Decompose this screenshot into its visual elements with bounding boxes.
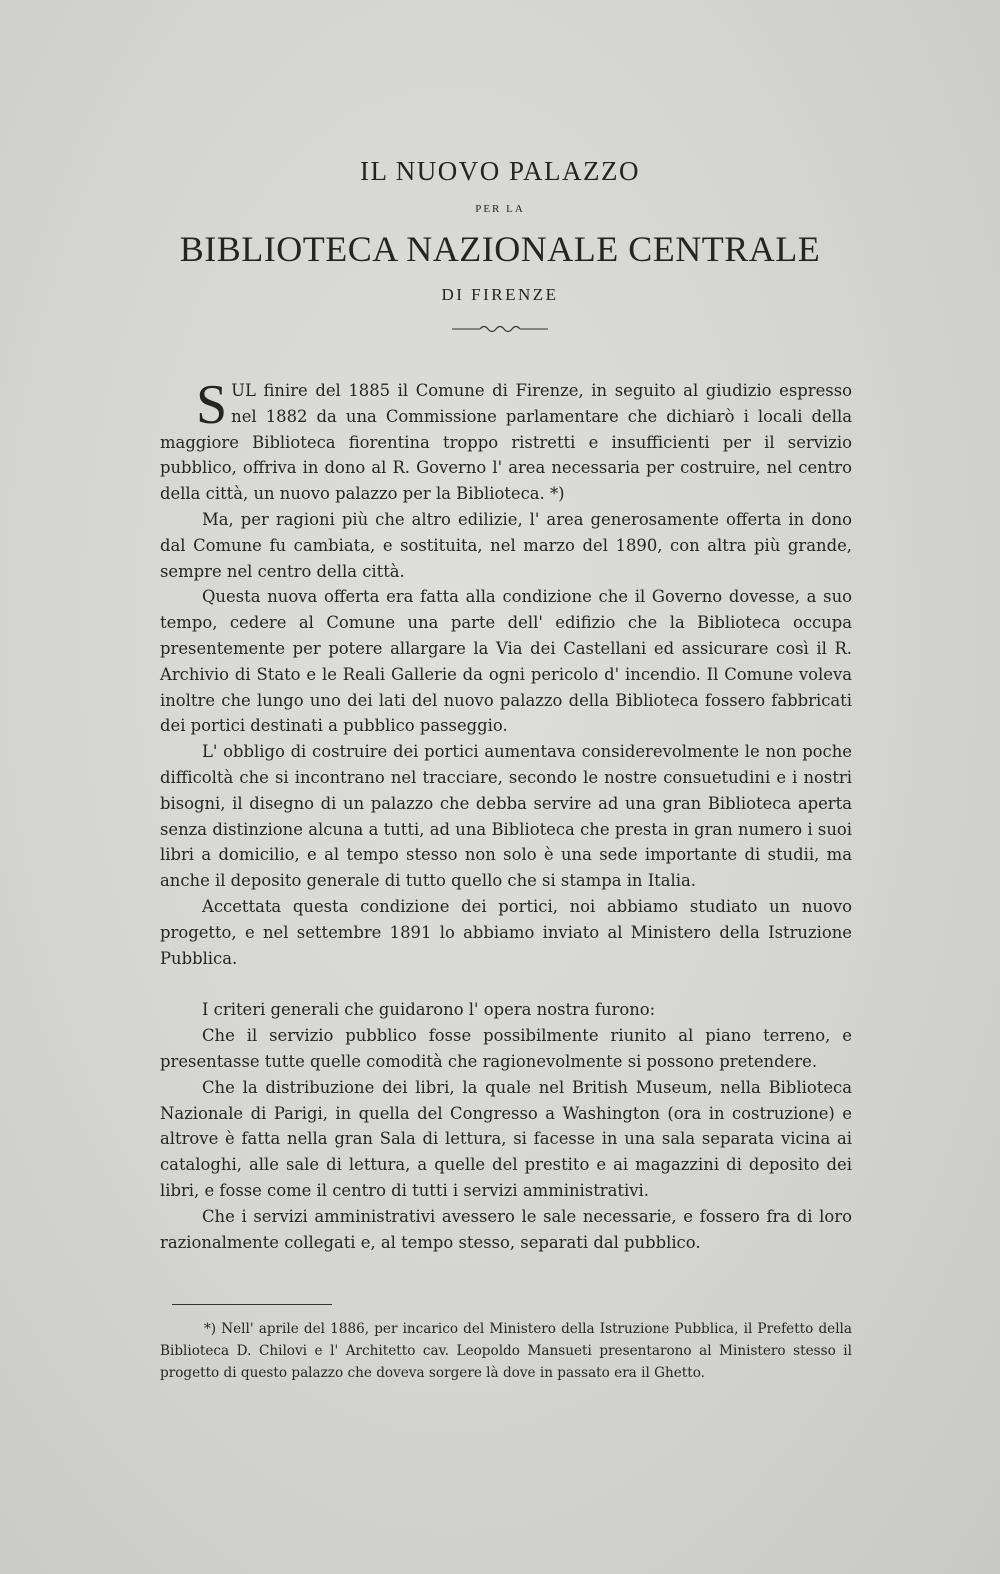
paragraph-4: L' obbligo di costruire dei portici aumentava considerevolmente le non poche difficoltà che si incontrano nel tracciare, secondo le nostre consuetudini e i nostri bisogni, il disegno di un palazzo che debba servire ad una gran Biblioteca aperta senza distinzione alcuna a tutti, ad una Biblioteca che presta in gran numero i suoi libri a domicilio, e al tempo stesso non solo è una sede importante di studii, ma anche il deposito generale di tutto quello che si stampa in Italia.	[160, 742, 852, 891]
title-line-2: PER LA	[475, 203, 525, 215]
paragraph-7: Che il servizio pubblico fosse possibilmente riunito al piano terreno, e presentasse tutte quelle comodità che ragionevolmente si possono pretendere.	[160, 1026, 852, 1071]
ornament-divider	[450, 322, 550, 336]
footnote	[160, 1318, 852, 1384]
first-word-rest: UL	[231, 381, 256, 400]
footnote-rule	[172, 1304, 332, 1305]
title-main: BIBLIOTECA NAZIONALE CENTRALE	[179, 229, 821, 269]
paragraph-2: Ma, per ragioni più che altro edilizie, l' area generosamente offerta in dono dal Comune fu cambiata, e sostituita, nel marzo del 1890, con altra più grande, sempre nel centro della città.	[160, 509, 852, 581]
paragraph-3: Questa nuova offerta era fatta alla condizione che il Governo dovesse, a suo tempo, cedere al Comune una parte dell' edifizio che la Biblioteca occupa presentemente per potere allargare la Via dei Castellani ed assicurare così il R. Archivio di Stato e le Reali Gallerie da ogni pericolo d' incendio. Il Comune voleva inoltre che lungo uno dei lati del nuovo palazzo della Biblioteca fossero fabbricati dei portici destinati a pubblico passeggio.	[160, 587, 852, 736]
drop-cap: S	[196, 374, 228, 436]
paragraph-8: Che la distribuzione dei libri, la quale nel British Museum, nella Biblioteca Nazionale di Parigi, in quella del Congresso a Washington (ora in costruzione) e altrove è fatta nella gran Sala di lettura, si facesse in una sala separata vicina ai cataloghi, alle sale di lettura, a quelle del prestito e ai magazzini di deposito dei libri, e fosse come il centro di tutti i servizi amministrativi.	[160, 1077, 852, 1200]
paragraph-1	[160, 374, 852, 507]
title-city: DI FIRENZE	[441, 285, 559, 304]
footnote-text: *) Nell' aprile del 1886, per incarico del Ministero della Istruzione Pubblica, il Prefetto della Biblioteca D. Chilovi e l' Architetto cav. Leopoldo Mansueti presentarono al Ministero stesso il progetto di questo palazzo che doveva sorgere là dove in passato era il Ghetto.	[160, 1321, 852, 1381]
body-text	[160, 374, 852, 1255]
title-line-1: IL NUOVO PALAZZO	[360, 156, 640, 186]
paragraph-9: Che i servizi amministrativi avessero le sale necessarie, e fossero fra di loro razionalmente collegati e, al tempo stesso, separati dal pubblico.	[160, 1206, 852, 1252]
paragraph-1-text: finire del 1885 il Comune di Firenze, in seguito al giudizio espresso nel 1882 da una Commissione parlamentare che dichiarò i locali della maggiore Biblioteca fiorentina troppo ristretti e insufficienti per il servizio pubblico, offriva in dono al R. Governo l' area necessaria per costruire, nel centro della città, un nuovo palazzo per la Biblioteca. *)	[160, 381, 852, 504]
paragraph-6: I criteri generali che guidarono l' opera nostra furono:	[202, 1000, 656, 1020]
paragraph-5: Accettata questa condizione dei portici, noi abbiamo studiato un nuovo progetto, e nel settembre 1891 lo abbiamo inviato al Ministero della Istruzione Pubblica.	[160, 896, 852, 968]
